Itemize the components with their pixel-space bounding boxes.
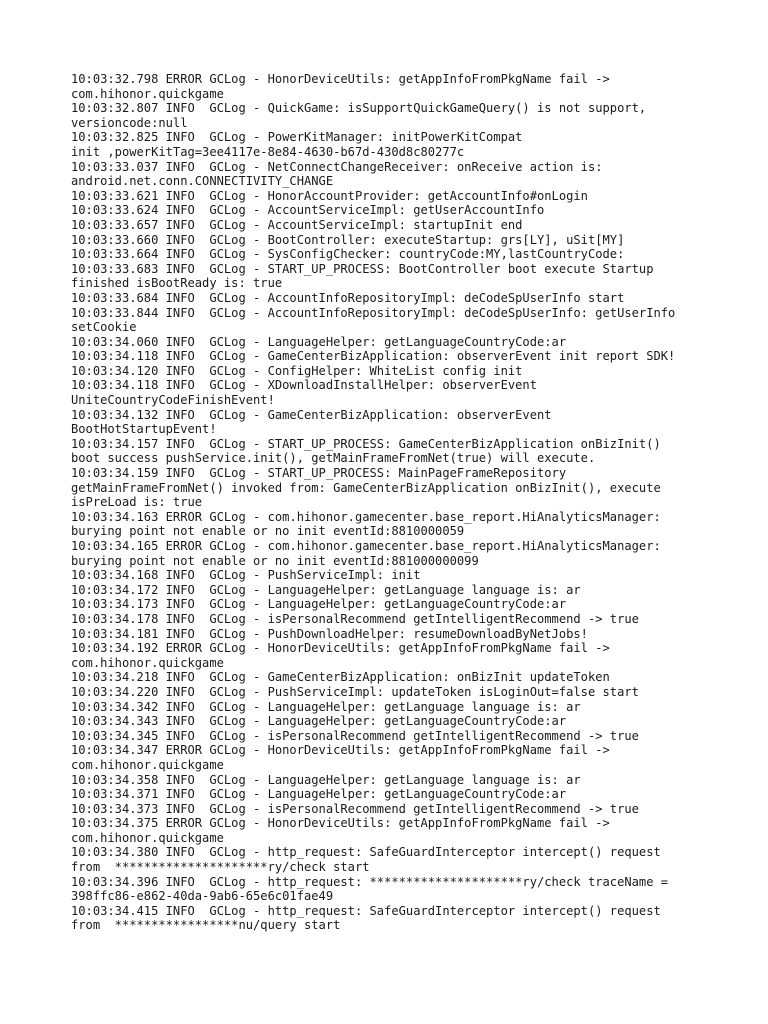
log-line: 10:03:33.844 INFO GCLog - AccountInfoRepositoryImpl: deCodeSpUserInfo: getUserInfo (71, 305, 676, 320)
log-line: burying point not enable or no init eventId:8810000059 (71, 524, 465, 539)
log-line: 10:03:34.178 INFO GCLog - isPersonalRecommend getIntelligentRecommend -> true (71, 611, 639, 626)
log-line: 10:03:34.181 INFO GCLog - PushDownloadHelper: resumeDownloadByNetJobs! (71, 626, 588, 641)
log-line: 10:03:32.807 INFO GCLog - QuickGame: isSupportQuickGameQuery() is not support, (71, 101, 647, 116)
log-line: com.hihonor.quickgame (71, 86, 224, 101)
log-line: versioncode:null (71, 115, 188, 130)
log-line: 10:03:34.157 INFO GCLog - START_UP_PROCESS: GameCenterBizApplication onBizInit() (71, 436, 661, 451)
log-line: 10:03:33.037 INFO GCLog - NetConnectChangeReceiver: onReceive action is: (71, 159, 603, 174)
log-line: 10:03:32.825 INFO GCLog - PowerKitManager: initPowerKitCompat (71, 130, 523, 145)
log-line: 10:03:33.660 INFO GCLog - BootController: executeStartup: grs[LY], uSit[MY] (71, 232, 625, 247)
log-line: 10:03:34.220 INFO GCLog - PushServiceImpl: updateToken isLoginOut=false start (71, 684, 639, 699)
log-document (71, 72, 711, 933)
log-line: 10:03:34.415 INFO GCLog - http_request: SafeGuardInterceptor intercept() request (71, 903, 661, 918)
log-line: 10:03:34.358 INFO GCLog - LanguageHelper: getLanguage language is: ar (71, 772, 581, 787)
log-line: 10:03:34.173 INFO GCLog - LanguageHelper: getLanguageCountryCode:ar (71, 597, 567, 612)
log-line: com.hihonor.quickgame (71, 655, 224, 670)
log-line: com.hihonor.quickgame (71, 757, 224, 772)
log-line: finished isBootReady is: true (71, 276, 283, 291)
log-line: burying point not enable or no init eventId:881000000099 (71, 553, 479, 568)
log-line: 10:03:34.192 ERROR GCLog - HonorDeviceUtils: getAppInfoFromPkgName fail -> (71, 641, 610, 656)
log-line: isPreLoad is: true (71, 495, 203, 510)
log-line: 10:03:34.343 INFO GCLog - LanguageHelper: getLanguageCountryCode:ar (71, 714, 567, 729)
log-line: 10:03:34.168 INFO GCLog - PushServiceImpl: init (71, 568, 421, 583)
log-line: 10:03:34.172 INFO GCLog - LanguageHelper: getLanguage language is: ar (71, 582, 581, 597)
log-line: 10:03:34.375 ERROR GCLog - HonorDeviceUtils: getAppInfoFromPkgName fail -> (71, 816, 610, 831)
log-line: 10:03:34.163 ERROR GCLog - com.hihonor.gamecenter.base_report.HiAnalyticsManager: (71, 509, 661, 524)
log-line: 10:03:33.664 INFO GCLog - SysConfigChecker: countryCode:MY,lastCountryCode: (71, 247, 625, 262)
log-line: 10:03:34.347 ERROR GCLog - HonorDeviceUtils: getAppInfoFromPkgName fail -> (71, 743, 610, 758)
log-line: 10:03:34.159 INFO GCLog - START_UP_PROCESS: MainPageFrameRepository (71, 466, 567, 481)
log-line: boot success pushService.init(), getMainFrameFromNet(true) will execute. (71, 451, 596, 466)
log-line: com.hihonor.quickgame (71, 830, 224, 845)
log-line: 10:03:33.624 INFO GCLog - AccountServiceImpl: getUserAccountInfo (71, 203, 545, 218)
log-line: 10:03:34.396 INFO GCLog - http_request: *********************ry/check traceName = (71, 874, 669, 889)
log-line: 10:03:33.657 INFO GCLog - AccountServiceImpl: startupInit end (71, 217, 523, 232)
log-line: 10:03:34.132 INFO GCLog - GameCenterBizApplication: observerEvent (71, 407, 552, 422)
log-line: 10:03:34.165 ERROR GCLog - com.hihonor.gamecenter.base_report.HiAnalyticsManager: (71, 539, 661, 553)
log-line: setCookie (71, 320, 137, 335)
log-line: 10:03:34.371 INFO GCLog - LanguageHelper: getLanguageCountryCode:ar (71, 787, 567, 802)
log-line: init ,powerKitTag=3ee4117e-8e84-4630-b67d-430d8c80277c (71, 144, 465, 159)
log-line: 10:03:32.798 ERROR GCLog - HonorDeviceUtils: getAppInfoFromPkgName fail -> (71, 72, 610, 86)
log-line: 10:03:33.684 INFO GCLog - AccountInfoRepositoryImpl: deCodeSpUserInfo start (71, 290, 625, 305)
log-line: 10:03:34.373 INFO GCLog - isPersonalRecommend getIntelligentRecommend -> true (71, 801, 639, 816)
log-line: 10:03:34.345 INFO GCLog - isPersonalRecommend getIntelligentRecommend -> true (71, 728, 639, 743)
log-line: 398ffc86-e862-40da-9ab6-65e6c01fae49 (71, 889, 334, 904)
log-line: from *****************nu/query start (71, 918, 341, 933)
log-line: 10:03:34.120 INFO GCLog - ConfigHelper: WhiteList config init (71, 363, 523, 378)
log-line: 10:03:33.683 INFO GCLog - START_UP_PROCESS: BootController boot execute Startup (71, 261, 654, 276)
log-line: 10:03:34.342 INFO GCLog - LanguageHelper: getLanguage language is: ar (71, 699, 581, 714)
log-line: 10:03:34.218 INFO GCLog - GameCenterBizApplication: onBizInit updateToken (71, 670, 610, 685)
log-line: 10:03:34.380 INFO GCLog - http_request: SafeGuardInterceptor intercept() request (71, 845, 661, 860)
log-line: 10:03:34.060 INFO GCLog - LanguageHelper: getLanguageCountryCode:ar (71, 334, 567, 349)
log-line: 10:03:34.118 INFO GCLog - GameCenterBizApplication: observerEvent init report SDK! (71, 349, 676, 364)
log-line: from *********************ry/check start (71, 860, 370, 875)
log-line: 10:03:33.621 INFO GCLog - HonorAccountProvider: getAccountInfo#onLogin (71, 188, 588, 203)
log-line: getMainFrameFromNet() invoked from: GameCenterBizApplication onBizInit(), execute (71, 480, 661, 495)
log-line: BootHotStartupEvent! (71, 422, 217, 437)
log-line: UniteCountryCodeFinishEvent! (71, 393, 275, 408)
log-line: 10:03:34.118 INFO GCLog - XDownloadInstallHelper: observerEvent (71, 378, 537, 393)
log-line: android.net.conn.CONNECTIVITY_CHANGE (71, 174, 334, 189)
